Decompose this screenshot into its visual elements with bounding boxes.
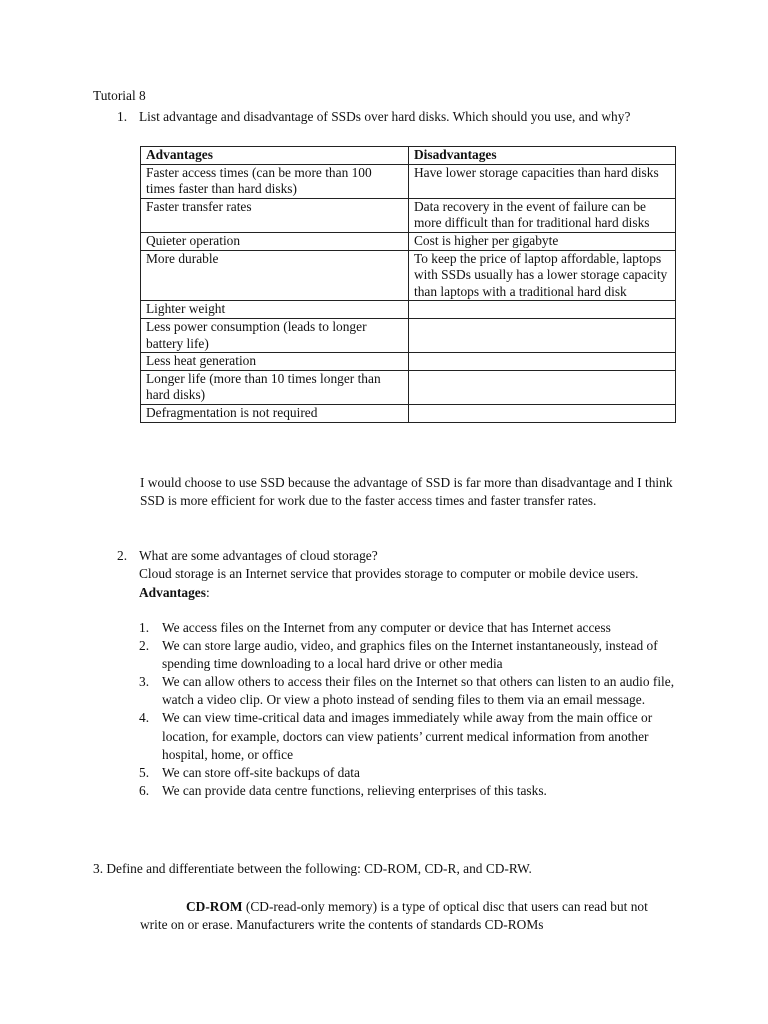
table-header-row xyxy=(141,147,676,165)
disadvantage-cell xyxy=(409,404,676,422)
table-row xyxy=(141,250,676,301)
question-3-text: 3. Define and differentiate between the following: CD-ROM, CD-R, and CD-RW. xyxy=(93,861,532,876)
table-row xyxy=(141,198,676,232)
advantage-cell: More durable xyxy=(141,250,409,301)
disadvantage-cell xyxy=(409,301,676,319)
list-item-number: 3. xyxy=(139,674,150,690)
advantage-cell: Less heat generation xyxy=(141,353,409,371)
list-item xyxy=(117,709,677,763)
list-item-number: 4. xyxy=(139,710,150,726)
question-2 xyxy=(117,547,677,602)
table-row xyxy=(141,301,676,319)
list-item-number: 1. xyxy=(139,620,150,635)
list-item-number: 6. xyxy=(139,782,150,798)
advantage-cell: Quieter operation xyxy=(141,232,409,250)
cd-rom-definition xyxy=(140,898,676,935)
advantage-cell: Faster access times (can be more than 100 times faster than hard disks) xyxy=(141,164,409,198)
disadvantage-cell xyxy=(409,353,676,371)
table-row xyxy=(141,318,676,352)
cd-rom-definition-text: (CD-read-only memory) is a type of optical disc that users can read but not write on or erase. Manufacturers write the contents of standards CD-ROMs xyxy=(140,899,648,933)
list-item xyxy=(117,782,677,800)
advantage-cell: Lighter weight xyxy=(141,301,409,319)
advantage-cell: Less power consumption (leads to longer battery life) xyxy=(141,318,409,352)
disadvantage-cell: To keep the price of laptop affordable, laptops with SSDs usually has a lower storage capacity than laptops with a traditional hard disk xyxy=(409,250,676,301)
disadvantage-cell: Cost is higher per gigabyte xyxy=(409,232,676,250)
question-1-text: List advantage and disadvantage of SSDs over hard disks. Which should you use, and why? xyxy=(139,109,631,124)
list-item-number: 5. xyxy=(139,764,150,780)
advantage-cell: Defragmentation is not required xyxy=(141,404,409,422)
answer-1-paragraph: I would choose to use SSD because the advantage of SSD is far more than disadvantage and I think SSD is more efficient for work due to the faster access times and faster transfer rates. xyxy=(140,475,673,509)
list-item-text: We can allow others to access their files on the Internet so that others can listen to an audio file, watch a video clip. Or view a photo instead of sending files to them via an email message. xyxy=(162,674,675,708)
disadvantage-cell: Have lower storage capacities than hard disks xyxy=(409,164,676,198)
advantage-cell: Longer life (more than 10 times longer than hard disks) xyxy=(141,370,409,404)
list-item xyxy=(117,619,677,637)
table-row xyxy=(141,164,676,198)
list-item xyxy=(117,673,677,709)
advantage-cell: Faster transfer rates xyxy=(141,198,409,232)
list-item-text: We access files on the Internet from any computer or device that has Internet access xyxy=(162,620,611,635)
disadvantage-cell xyxy=(409,370,676,404)
list-item-text: We can view time-critical data and images immediately while away from the main office or location, for example, doctors can view patients’ current medical information from another hospital, home, or office xyxy=(162,710,653,762)
header-disadvantages: Disadvantages xyxy=(409,147,676,165)
advantages-list xyxy=(117,619,677,800)
question-2-number: 2. xyxy=(117,548,128,563)
list-item xyxy=(117,764,677,782)
list-item-number: 2. xyxy=(139,638,150,654)
cd-rom-term: CD-ROM xyxy=(186,899,243,914)
advantages-table xyxy=(140,146,676,423)
list-item-text: We can store large audio, video, and graphics files on the Internet instantaneously, instead of spending time downloading to a local hard drive or other media xyxy=(162,638,658,672)
question-1 xyxy=(117,108,677,126)
table-row xyxy=(141,404,676,422)
table-row xyxy=(141,353,676,371)
page-title: Tutorial 8 xyxy=(93,88,146,103)
header-advantages: Advantages xyxy=(141,147,409,165)
advantages-heading-text: Advantages xyxy=(139,584,206,600)
disadvantage-cell xyxy=(409,318,676,352)
advantages-heading-colon: : xyxy=(205,584,210,600)
table-row xyxy=(141,232,676,250)
question-2-text: What are some advantages of cloud storage? xyxy=(139,548,378,563)
list-item xyxy=(117,637,677,673)
list-item-text: We can provide data centre functions, relieving enterprises of this tasks. xyxy=(162,782,547,798)
table-row xyxy=(141,370,676,404)
question-1-number: 1. xyxy=(117,109,128,124)
cloud-storage-intro: Cloud storage is an Internet service that provides storage to computer or mobile device users. xyxy=(139,566,639,582)
advantages-heading xyxy=(139,584,677,602)
list-item-text: We can store off-site backups of data xyxy=(162,764,360,780)
disadvantage-cell: Data recovery in the event of failure can be more difficult than for traditional hard disks xyxy=(409,198,676,232)
